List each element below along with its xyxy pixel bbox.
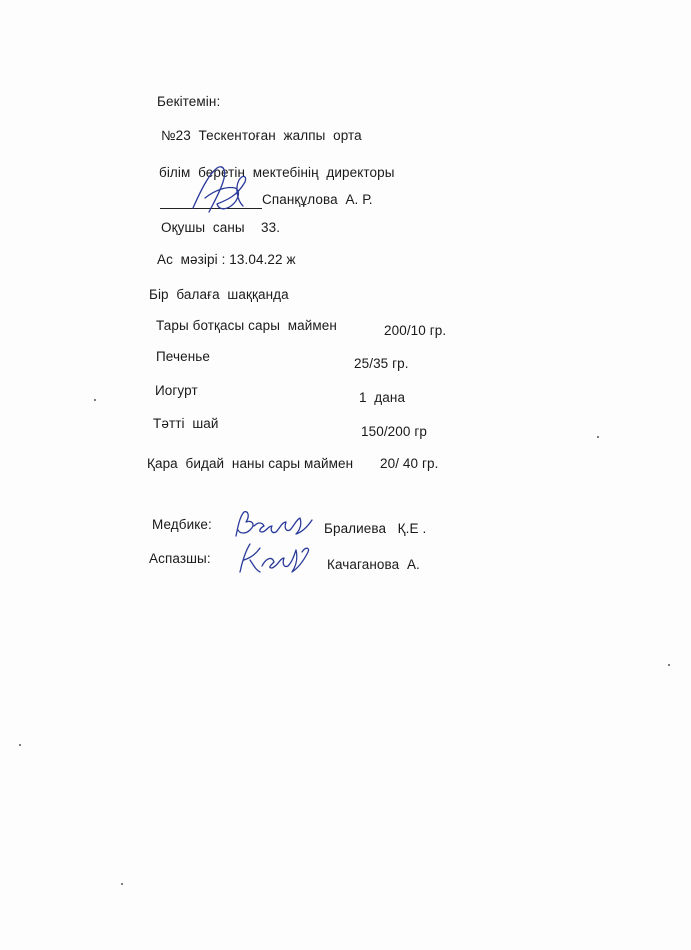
school-name-line1: №23 Тескентоған жалпы орта: [161, 128, 362, 143]
scan-speck: [668, 664, 670, 666]
menu-item-name: Иогурт: [155, 383, 198, 398]
menu-item-name: Тәтті шай: [153, 416, 219, 431]
menu-item-name: Печенье: [156, 349, 211, 364]
students-label: Оқушы саны: [161, 220, 245, 235]
cook-label: Аспазшы:: [149, 551, 211, 566]
menu-item-qty: 25/35 гр.: [354, 356, 409, 371]
approval-heading: Бекітемін:: [157, 94, 221, 109]
menu-item-qty: 150/200 гр: [361, 424, 427, 439]
cook-name: Качаганова А.: [327, 557, 420, 572]
menu-item-qty: 20/ 40 гр.: [380, 456, 439, 471]
nurse-signature: [230, 508, 320, 542]
menu-item-name: Қара бидай наны сары маймен: [147, 456, 354, 471]
menu-title: Ас мәзірі : 13.04.22 ж: [157, 252, 296, 267]
nurse-label: Медбике:: [152, 517, 212, 532]
nurse-name: Бралиева Қ.Е .: [324, 521, 427, 536]
students-count: 33.: [261, 220, 281, 235]
scan-speck: [121, 883, 123, 885]
director-name: Спанқұлова А. Р.: [262, 192, 373, 207]
scan-speck: [19, 744, 21, 746]
menu-item-qty: 1 дана: [359, 390, 406, 405]
school-name-line2: білім беретін мектебінің директоры: [159, 165, 395, 180]
menu-item-name: Тары ботқасы сары маймен: [156, 318, 337, 333]
director-signature: [183, 160, 263, 220]
scan-speck: [94, 399, 96, 401]
menu-per-child: Бір балаға шаққанда: [149, 287, 289, 302]
cook-signature: [234, 538, 314, 578]
scan-speck: [597, 436, 599, 438]
menu-item-qty: 200/10 гр.: [384, 323, 447, 338]
